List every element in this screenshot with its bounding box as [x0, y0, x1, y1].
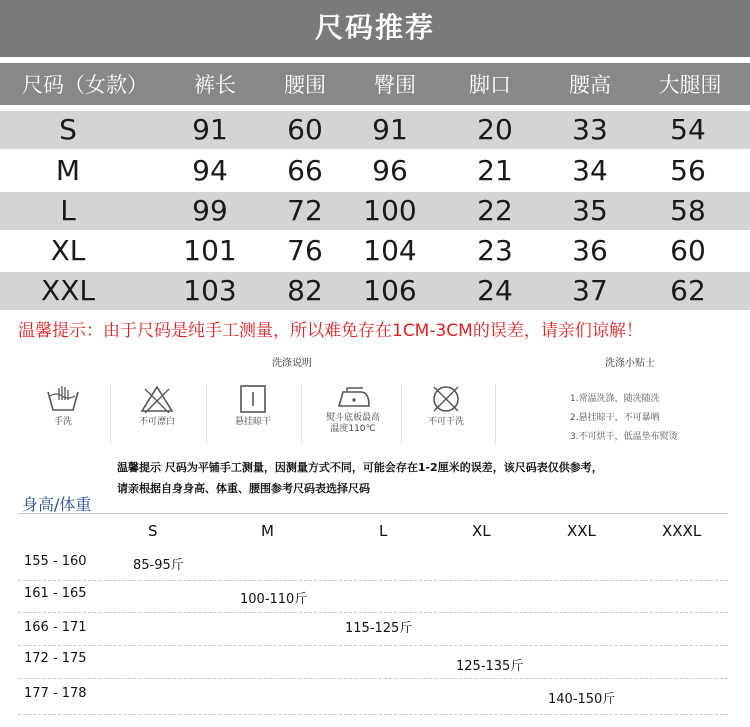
height-range: 172 - 175	[24, 651, 87, 666]
header-hip: 臀围	[374, 73, 416, 97]
table-cell: 66	[287, 154, 323, 187]
header-hem: 脚口	[469, 73, 511, 97]
measure-note-line: 请亲根据自身身高、体重、腰围参考尺码表选择尺码	[117, 482, 370, 495]
table-cell: 96	[372, 154, 408, 187]
iron-item	[308, 378, 398, 448]
table-row	[0, 232, 750, 270]
height-range: 166 - 171	[24, 620, 87, 635]
header-rise: 腰高	[569, 73, 611, 97]
wash-tip: 3.不可烘干，低温垫布熨烫	[570, 432, 678, 442]
row-divider	[18, 612, 728, 613]
divider	[206, 384, 207, 444]
header-size: 尺码（女款）	[22, 73, 148, 97]
size-table-header	[0, 63, 750, 105]
row-divider	[18, 645, 728, 646]
table-cell: 91	[372, 113, 408, 146]
height-range: 177 - 178	[24, 686, 87, 701]
table-cell: 37	[572, 274, 608, 307]
divider	[18, 513, 728, 514]
table-cell: 99	[192, 194, 228, 227]
weight-range: 125-135斤	[456, 659, 524, 674]
size-col-s: S	[148, 522, 158, 540]
table-row	[0, 192, 750, 230]
size-col-xl: XL	[472, 522, 491, 540]
weight-range: 100-110斤	[240, 592, 308, 607]
no-bleach-item	[112, 378, 202, 448]
table-cell: 24	[477, 274, 513, 307]
wash-tip: 1.常温洗涤，随洗随洗	[570, 394, 660, 404]
table-cell: 54	[670, 113, 706, 146]
size-cell: XL	[50, 234, 86, 267]
table-cell: 34	[572, 154, 608, 187]
measure-note-line: 温馨提示 尺码为平铺手工测量，因测量方式不同，可能会存在1-2厘米的误差，该尺码表仅供参考，	[117, 461, 603, 474]
table-cell: 103	[183, 274, 237, 307]
table-cell: 60	[287, 113, 323, 146]
table-cell: 100	[363, 194, 417, 227]
size-cell: L	[60, 194, 76, 227]
row-divider	[18, 580, 728, 581]
size-col-m: M	[261, 522, 274, 540]
weight-range: 115-125斤	[345, 621, 413, 636]
no-dry-clean-item	[401, 378, 491, 448]
height-range: 161 - 165	[24, 586, 87, 601]
iron-label	[308, 413, 398, 435]
iron-label-line2: 温度110℃	[330, 424, 376, 434]
table-cell: 82	[287, 274, 323, 307]
table-cell: 58	[670, 194, 706, 227]
table-cell: 22	[477, 194, 513, 227]
table-cell: 33	[572, 113, 608, 146]
divider	[495, 384, 496, 444]
table-cell: 36	[572, 234, 608, 267]
iron-icon	[333, 384, 373, 410]
page-title: 尺码推荐	[314, 11, 435, 44]
table-cell: 21	[477, 154, 513, 187]
row-divider	[18, 714, 728, 715]
hang-dry-icon	[235, 384, 271, 414]
table-cell: 106	[363, 274, 417, 307]
no-bleach-label: 不可漂白	[138, 417, 175, 427]
size-cell: XXL	[41, 274, 95, 307]
header-thigh: 大腿围	[658, 73, 722, 97]
hand-wash-label: 手洗	[53, 417, 72, 427]
measurement-notice: 温馨提示：由于尺码是纯手工测量，所以难免存在1CM-3CM的误差，请亲们谅解！	[18, 321, 643, 341]
header-length: 裤长	[194, 73, 236, 97]
table-cell: 91	[192, 113, 228, 146]
weight-range: 85-95斤	[133, 558, 184, 573]
height-weight-label: 身高/体重	[22, 495, 92, 514]
size-col-xxl: XXL	[567, 522, 596, 540]
weight-range: 140-150斤	[548, 692, 616, 707]
hang-dry-item	[208, 378, 298, 448]
table-cell: 23	[477, 234, 513, 267]
table-cell: 35	[572, 194, 608, 227]
table-cell: 56	[670, 154, 706, 187]
hand-wash-icon	[45, 384, 81, 414]
hand-wash-item	[18, 378, 108, 448]
table-cell: 20	[477, 113, 513, 146]
no-bleach-icon	[139, 384, 175, 414]
table-cell: 62	[670, 274, 706, 307]
size-col-l: L	[379, 522, 388, 540]
wash-section-title: 洗涤说明	[272, 358, 312, 369]
title-bar	[0, 0, 750, 57]
table-cell: 60	[670, 234, 706, 267]
wash-tips	[570, 390, 678, 447]
measure-note	[117, 457, 603, 499]
row-divider	[18, 678, 728, 679]
size-cell: M	[55, 154, 81, 187]
table-row	[0, 152, 750, 190]
size-cell: S	[59, 113, 77, 146]
table-row	[0, 111, 750, 149]
size-col-xxxl: XXXL	[662, 522, 702, 540]
table-cell: 94	[192, 154, 228, 187]
no-dry-clean-icon	[428, 384, 464, 414]
iron-label-line1: 熨斗底板最高	[325, 413, 380, 423]
divider	[110, 384, 111, 444]
hang-dry-label: 悬挂晾干	[234, 417, 271, 427]
table-cell: 76	[287, 234, 323, 267]
header-waist: 腰围	[284, 73, 326, 97]
divider	[301, 384, 302, 444]
table-cell: 104	[363, 234, 417, 267]
no-dry-clean-label: 不可干洗	[427, 417, 464, 427]
wash-tips-title: 洗涤小贴士	[605, 358, 655, 369]
table-cell: 72	[287, 194, 323, 227]
height-range: 155 - 160	[24, 554, 87, 569]
table-cell: 101	[183, 234, 237, 267]
table-row	[0, 272, 750, 310]
wash-tip: 2.悬挂晾干，不可暴晒	[570, 413, 660, 423]
